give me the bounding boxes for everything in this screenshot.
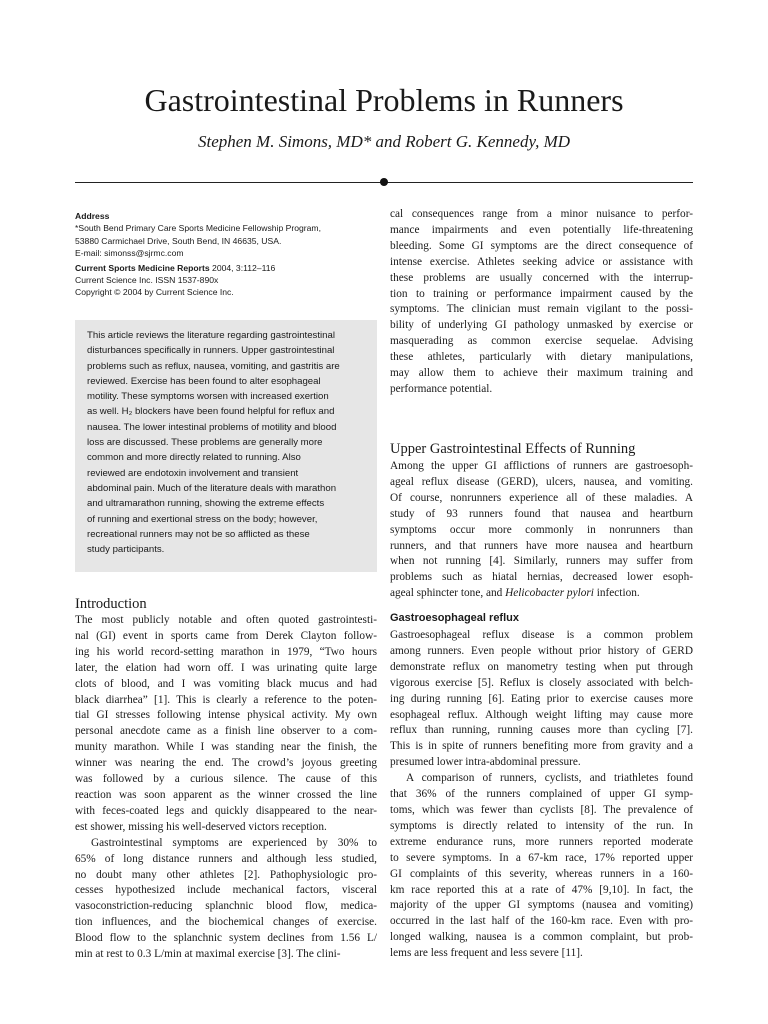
divider-dot-icon	[380, 178, 388, 186]
text-line: km race reported this at a rate of 47% [9,10]. In fact, the	[390, 883, 693, 896]
text-line: may allow them to achieve their maximum training and	[390, 367, 693, 380]
text-line: occurred in the last half of the 160-km race. Even with pro-	[390, 915, 693, 928]
text-line: A comparison of runners, cyclists, and triathletes found	[406, 772, 693, 785]
text-line: bleeding. Some GI symptoms are the direct consequence of	[390, 239, 693, 252]
text-line: tion influences, and the biochemical changes of exercise.	[75, 916, 377, 929]
abstract-line: recreational runners may not be so afflicted as these	[87, 528, 310, 540]
text-line: these problems are usually concerned with the interrup-	[390, 271, 693, 284]
abstract-line: nausea. The lower intestinal problems of motility and blood	[87, 421, 337, 433]
reflux-heading: Gastroesophageal reflux	[390, 612, 519, 624]
abstract-line: and ultramarathon running, showing the extreme effects	[87, 498, 325, 510]
text-line: intense exercise. Athletes seeking advice or assistance with	[390, 255, 693, 268]
text-line: Of course, nonrunners experience all of these maladies. A	[390, 491, 693, 504]
text-line: that 36% of the runners complained of upper GI symp-	[390, 788, 693, 801]
upper-gi-heading: Upper Gastrointestinal Effects of Running	[390, 441, 636, 457]
text-line: longed walking, nausea is a common complaint, but prob-	[390, 931, 693, 944]
text-line: to severe symptoms. In a 67-km race, 17% reported upper	[390, 851, 693, 864]
text-line: study of 93 runners found that nausea and heartburn	[390, 507, 693, 520]
text-line: nal (GI) event in sports came from Derek Clayton follow-	[75, 629, 377, 642]
text-line: demonstrate reflux on manometry testing when put through	[390, 660, 693, 673]
text-line: symptoms is directly related to intensity of the run. In	[390, 819, 693, 832]
text-line: presumed lower intra-abdominal pressure.	[390, 756, 581, 769]
text-line: toms, which was fewer than cyclists [8]. The prevalence of	[390, 803, 693, 816]
text-line: ageal reflux disease (GERD), ulcers, nausea, and vomiting.	[390, 475, 693, 488]
address-email: E-mail: simonss@sjrmc.com	[75, 248, 184, 259]
abstract-line: motility. These symptoms worsen with increased exertion	[87, 391, 329, 403]
text-line: The most publicly notable and often quoted gastrointesti-	[75, 614, 377, 626]
text-line: Gastrointestinal symptoms are experienced by 30% to	[91, 836, 377, 849]
article-title: Gastrointestinal Problems in Runners	[144, 82, 624, 118]
introduction-heading: Introduction	[75, 596, 147, 612]
text-line: among runners. Even people without prior history of GERD	[390, 644, 693, 657]
introduction-text	[75, 613, 377, 963]
text-line: black diarrhea” [1]. This is clearly a reference to the poten-	[75, 693, 377, 706]
text-line: masquerading as common exercise sequelae. Advising	[390, 335, 693, 348]
abstract-text	[87, 328, 372, 557]
text-line: GI complaints of this severity, whereas runners in a 160-	[390, 867, 693, 880]
journal-copyright: Copyright © 2004 by Current Science Inc.	[75, 287, 234, 298]
abstract-line: study participants.	[87, 544, 165, 556]
text-line: cesses hypothesized include mechanical factors, visceral	[75, 884, 377, 897]
abstract-line: reviewed are endotoxin involvement and transient	[87, 467, 299, 479]
species-name: Helicobacter pylori	[505, 587, 594, 600]
text-line: mance impairments and even potentially life-threatening	[390, 223, 693, 236]
text-line: later, the elation had worn off. I was urinating quite large	[75, 661, 377, 674]
text-line: was followed by a curious silence. The cause of this	[75, 773, 377, 786]
text-line: ing his world record-setting marathon in 1979, “Two hours	[75, 645, 377, 658]
text-line: these athletes, particularly with dietary manipulations,	[390, 351, 693, 364]
abstract-line: common and more directly related to running. Also	[87, 452, 301, 464]
abstract-line: abdominal pain. Much of the literature deals with marathon	[87, 482, 337, 494]
text-line: runners, and that runners have more nausea and heartburn	[390, 539, 693, 552]
text-line: 65% of long distance runners and although less studied,	[75, 852, 377, 865]
text-line: winner was nearing the end. The crowd’s joyous greeting	[75, 757, 377, 770]
text-line: esophageal reflux. Although weight lifting may cause more	[390, 708, 693, 721]
abstract-line: loss are discussed. These problems are generally more	[87, 437, 323, 449]
text-line: est shower, missing his well-deserved victors reception.	[75, 820, 327, 833]
text-line: with feces-coated legs and quickly disappeared to the near-	[75, 804, 377, 817]
text-line: Gastroesophageal reflux disease is a common problem	[390, 629, 693, 641]
text-line: Among the upper GI afflictions of runners are gastroesoph-	[390, 460, 693, 472]
text-line: vigorous exercise [5]. Reflux is closely associated with belch-	[390, 676, 693, 689]
text-line: This is in spite of runners benefiting more from gravity and a	[390, 740, 693, 753]
text-line: clots of blood, and I was vomiting black mucus and had	[75, 677, 377, 690]
abstract-line: of running and exertional stress on the body; however,	[87, 513, 318, 525]
text-line: min at rest to 0.3 L/min at maximal exercise [3]. The clini-	[75, 948, 341, 961]
text-line: symptoms. The clinician must remain vigilant to the possi-	[390, 303, 693, 316]
text-line: problems such as hiatal hernias, decreased lower esoph-	[390, 571, 693, 584]
text-line: vasoconstriction-reducing splanchnic blood flow, medica-	[75, 900, 377, 913]
text-line: reaction was soon apparent as the winner crossed the line	[75, 788, 377, 801]
abstract-line: problems such as reflux, nausea, vomiting, and gastritis are	[87, 360, 340, 372]
abstract-box	[75, 320, 377, 572]
address-block	[75, 210, 377, 299]
reflux-text	[390, 628, 693, 962]
text-line: Blood flow to the splanchnic system declines from 1.56 L/	[75, 932, 377, 945]
text-line: no doubt many other athletes [2]. Pathophysiologic pro-	[75, 868, 377, 881]
text-line: bility of underlying GI pathology unmasked by exercise or	[390, 319, 693, 332]
intro-continuation-text	[390, 207, 693, 398]
address-heading: Address	[75, 211, 110, 221]
journal-citation: Current Sports Medicine Reports 2004, 3:112–116	[75, 262, 276, 273]
text-line: when not running [4]. Similarly, runners may suffer from	[390, 555, 693, 568]
text-line: munity marathon. While I was standing near the finish, the	[75, 741, 377, 754]
text-line: personal anecdote came as a finish line observer to a com-	[75, 725, 377, 738]
text-line: ageal sphincter tone, and Helicobacter pylori infection.	[390, 587, 640, 600]
text-line: lems are less frequent and less severe [11].	[390, 947, 583, 960]
text-line: performance potential.	[390, 382, 493, 395]
text-line: symptoms occur more commonly in nonrunners than	[390, 523, 693, 536]
text-line: tion to training or performance impairment caused by the	[390, 287, 693, 300]
upper-gi-text	[390, 459, 693, 602]
text-line: majority of the upper GI symptoms (nausea and vomiting)	[390, 899, 693, 912]
text-line: reflux than running, running causes more than cycling [7].	[390, 724, 693, 737]
text-line: ing during running [6]. Eating prior to exercise causes more	[390, 692, 693, 705]
journal-issn: Current Science Inc. ISSN 1537-890x	[75, 275, 219, 286]
abstract-line: This article reviews the literature regarding gastrointestinal	[87, 330, 335, 341]
address-line: 53880 Carmichael Drive, South Bend, IN 46635, USA.	[75, 235, 282, 246]
abstract-line: as well. H₂ blockers have been found helpful for reflux and	[87, 406, 335, 418]
text-line: tial GI stresses following intense physical activity. My own	[75, 709, 377, 722]
text-line: extreme endurance runs, more runners reported moderate	[390, 835, 693, 848]
abstract-line: disturbances specifically in runners. Upper gastrointestinal	[87, 345, 335, 357]
address-line: *South Bend Primary Care Sports Medicine Fellowship Program,	[75, 223, 321, 234]
article-authors: Stephen M. Simons, MD* and Robert G. Kennedy, MD	[197, 132, 571, 151]
abstract-line: reviewed. Exercise has been found to alter esophageal	[87, 375, 321, 387]
text-line: cal consequences range from a minor nuisance to perfor-	[390, 208, 693, 220]
